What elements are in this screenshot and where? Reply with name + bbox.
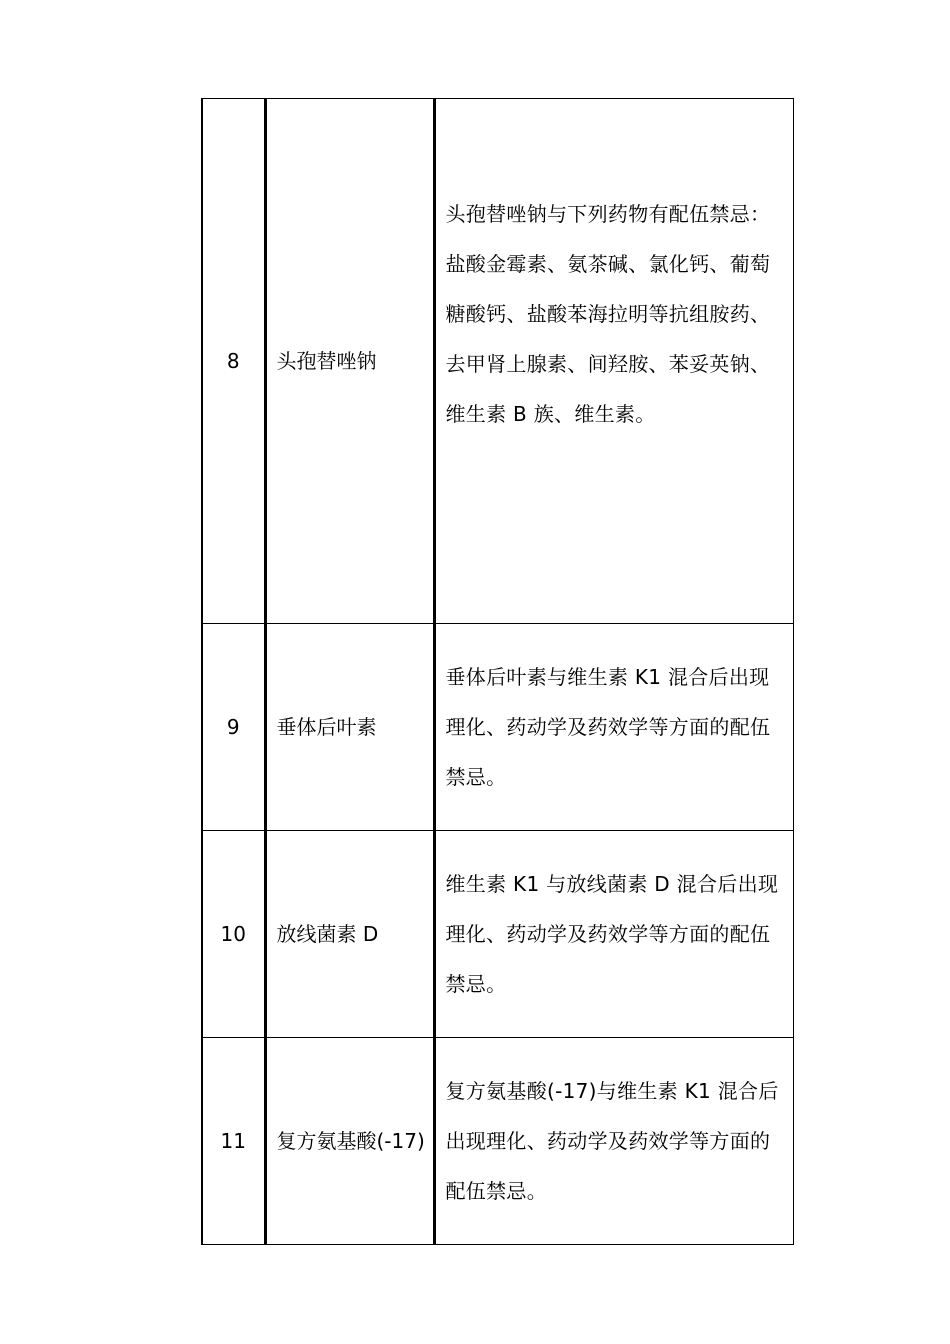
drug-name: 垂体后叶素: [265, 624, 434, 831]
row-number: 8: [202, 99, 265, 624]
row-number: 10: [202, 831, 265, 1038]
row-number: 11: [202, 1038, 265, 1245]
drug-incompatibility-table: [201, 98, 794, 1245]
incompatibility-description: 头孢替唑钠与下列药物有配伍禁忌：盐酸金霉素、氨茶碱、氯化钙、葡萄糖酸钙、盐酸苯海拉明等抗组胺药、去甲肾上腺素、间羟胺、苯妥英钠、维生素 B 族、维生素。: [434, 99, 793, 624]
table-row: [202, 831, 793, 1038]
incompatibility-description: 复方氨基酸(-17)与维生素 K1 混合后出现理化、药动学及药效学等方面的配伍禁忌。: [434, 1038, 793, 1245]
table-row: [202, 624, 793, 831]
table-row: [202, 1038, 793, 1245]
drug-name: 复方氨基酸(-17): [265, 1038, 434, 1245]
row-number: 9: [202, 624, 265, 831]
incompatibility-description: 垂体后叶素与维生素 K1 混合后出现理化、药动学及药效学等方面的配伍禁忌。: [434, 624, 793, 831]
table-row: [202, 99, 793, 624]
drug-name: 头孢替唑钠: [265, 99, 434, 624]
incompatibility-description: 维生素 K1 与放线菌素 D 混合后出现理化、药动学及药效学等方面的配伍禁忌。: [434, 831, 793, 1038]
drug-name: 放线菌素 D: [265, 831, 434, 1038]
